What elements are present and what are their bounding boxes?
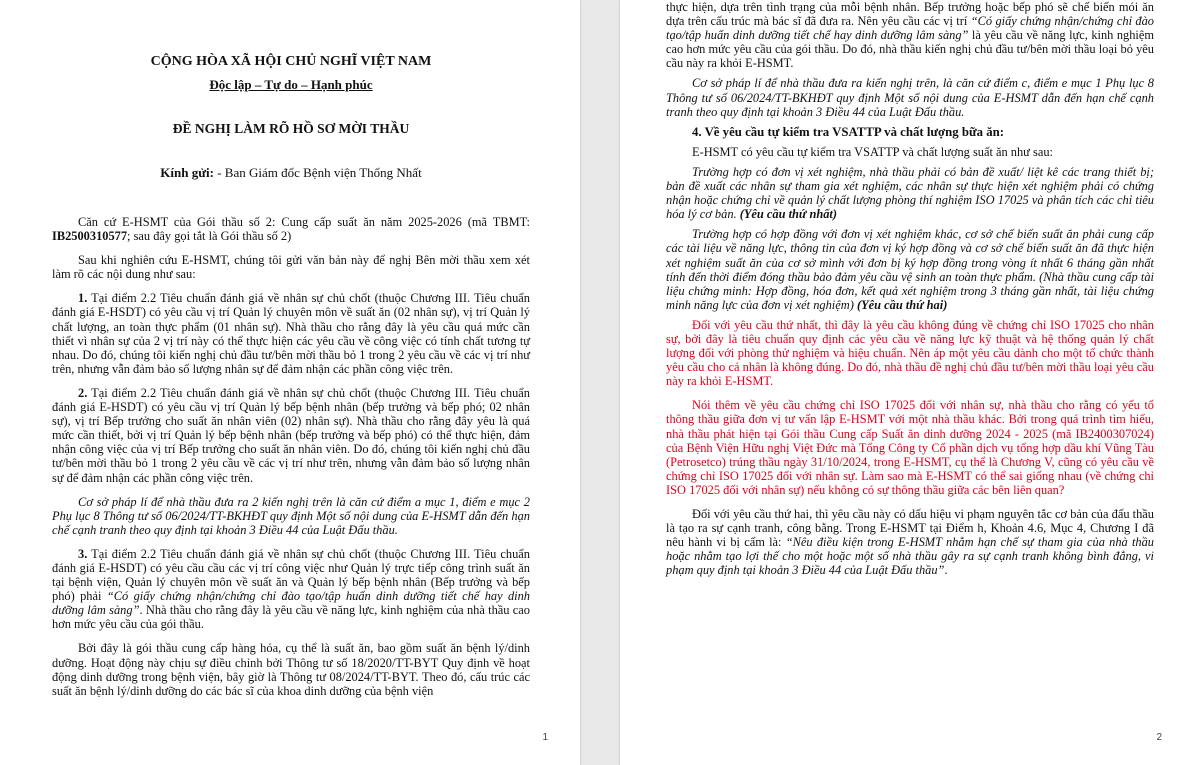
item-1-text: Tại điểm 2.2 Tiêu chuẩn đánh giá về nhân sự chủ chốt (thuộc Chương III. Tiêu chuẩn đánh giá E-HSDT) có yêu cầu vị trí Quản lý chuyên môn về suất ăn (02 nhân sự), vị trí Quản lý chất lượng, an toàn thực phẩm (01 nhân sự). Nhà thầu cho rằng đây là yêu cầu quá mức cần thiết vì nhân sự của 2 vị trí này có thể thực hiện các yêu cầu về công việc có tính chất tương tự nhau. Do đó, chúng tôi kiến nghị chủ đầu tư/bên mời thầu bỏ 1 trong 2 yêu cầu về các vị trí như trên, nhưng vẫn đảm bảo số lượng nhân sự để đảm nhận các phần công việc trên. bbox=[52, 291, 530, 376]
document-page-2 bbox=[620, 0, 1200, 765]
requirement-2-tag: (Yêu cầu thứ hai) bbox=[856, 297, 948, 312]
item-2-number: 2. bbox=[78, 385, 88, 400]
item-3-number: 3. bbox=[78, 546, 88, 561]
objection-3 bbox=[666, 507, 1154, 577]
item-1-number: 1. bbox=[78, 291, 88, 306]
requirement-2 bbox=[666, 227, 1154, 312]
item-3 bbox=[52, 547, 530, 632]
item-4-intro: E-HSMT có yêu cầu tự kiểm tra VSATTP và chất lượng suất ăn như sau: bbox=[692, 144, 1053, 159]
legal-basis-2: Cơ sở pháp lí để nhà thầu đưa ra kiến nghị trên, là căn cứ điểm c, điểm e mục 1 Phụ lục 8 Thông tư số 06/2024/TT-BKHĐT quy định Một số nội dung của E-HSMT dẫn đến hạn chế cạnh tranh theo quy định tại khoản 3 Điều 44 của Luật Đấu thầu. bbox=[666, 76, 1154, 119]
intro-paragraph-2: Sau khi nghiên cứu E-HSMT, chúng tôi gửi văn bản này để nghị Bên mời thầu xem xét làm rõ các nội dung như sau: bbox=[52, 253, 530, 282]
requirement-2-text: Trường hợp có hợp đồng với đơn vị xét nghiệm khác, cơ sở chế biến suất ăn phải cung cấp các tài liệu về năng lực, thông tin của đơn vị ký hợp đồng và cơ sở chế biến suất ăn đã thực hiện xét nghiệm suất ăn của cơ sở mình với đơn bị ký hợp đồng trong vòng ít nhất 6 tháng gần nhất tính đến thời điểm đóng thầu bảo đảm yêu cầu vệ sinh an toàn thực phẩm. (Nhà thầu cung cấp tài liệu chứng minh: Hợp đồng, hóa đơn, kết quả xét nghiệm trong 3 tháng gần nhất, tài liệu chứng minh năng lực của đơn vị xét nghiệm) bbox=[666, 227, 1154, 312]
objection-1: Đối với yêu cầu thứ nhất, thì đây là yêu cầu không đúng về chứng chỉ ISO 17025 cho nhân sự, bởi đây là tiêu chuẩn quy định các yêu cầu về năng lực kỹ thuật và hệ thống quản lý chất lượng đối với phòng thử nghiệm và hiệu chuẩn. Nên áp một yêu cầu dành cho một tổ chức thành yêu cầu cho cá nhân là không đúng. Do đó, nhà thầu đề nghị chủ đầu tư/bên mời thầu loại yêu cầu này ra khỏi E-HSMT. bbox=[666, 317, 1154, 389]
tbmt-code: IB2500310577 bbox=[52, 229, 128, 244]
objection-3-tail: . bbox=[944, 563, 948, 578]
objection-2: Nói thêm về yêu cầu chứng chỉ ISO 17025 đối với nhân sự, nhà thầu cho rằng có yếu tố thông thầu giữa đơn vị tư vấn lập E-HSMT với một nhà thầu khác. Bởi trong quá trình tìm hiểu, nhà thầu phát hiện tại Gói thầu Cung cấp Suất ăn dinh dưỡng 2024 - 2025 (mã IB2400307024) của Bệnh Viện Hữu nghị Việt Đức mà Tổng Công ty Cổ phần dịch vụ tổng hợp dầu khí Vũng Tàu (Petrosetco) trúng thầu ngày 31/10/2024, trong E-HSMT, cụ thể là Chương V, cũng có yêu cầu về chứng chỉ ISO 17025 đối với nhân sự. Làm sao mà E-HSMT có thể sai giống nhau (về chứng chỉ ISO 17025 đối với nhân sự) nếu không có sự thông thầu giữa các bên liên quan? bbox=[666, 398, 1154, 497]
item-1 bbox=[52, 291, 530, 376]
header-motto: Độc lập – Tự do – Hạnh phúc bbox=[209, 77, 373, 92]
requirement-1-tag: (Yêu cầu thứ nhất) bbox=[739, 207, 837, 222]
objection-3-quote: “Nêu điều kiện trong E-HSMT nhằm hạn chế sự tham gia của nhà thầu hoặc nhằm tạo lợi thế cho một hoặc một số nhà thầu gây ra sự cạnh tranh không bình đẳng, vi phạm quy định tại khoản 3 Điều 44 của Luật Đấu thầu” bbox=[666, 535, 1154, 578]
page-number: 2 bbox=[1156, 732, 1162, 743]
continuation-paragraph bbox=[666, 0, 1154, 70]
recipient-line bbox=[52, 165, 530, 181]
objection-3-text: Đối với yêu cầu thứ hai, thì yêu cầu này có dấu hiệu vi phạm nguyên tắc cơ bản của đấu thầu là tạo ra sự cạnh tranh, công bằng. Trong E-HSMT tại Điểm h, Khoản 4.6, Mục 4, Chương I đã nêu hành vi bị cấm là: bbox=[666, 507, 1154, 550]
intro1-tail: ; sau đây gọi tắt là Gói thầu số 2) bbox=[127, 229, 292, 244]
recipient-label: Kính gửi: bbox=[160, 165, 214, 180]
continuation-text: thực hiện, dựa trên tình trạng của mỗi bệnh nhân. Bếp trưởng hoặc bếp phó sẽ chế biến mói ăn dựa trên cấu trúc mà bác sĩ đã đưa ra. Nên yêu cầu các vị trí bbox=[666, 0, 1154, 29]
continuation-quote: “Có giấy chứng nhận/chứng chỉ đào tạo/tập huấn dinh dưỡng tiết chế hay dinh dưỡng lâm sàng” bbox=[666, 14, 1154, 43]
paragraph-last: Bởi đây là gói thầu cung cấp hàng hóa, cụ thể là suất ăn, bao gồm suất ăn bệnh lý/dinh dưỡng. Hoạt động này chịu sự điều chỉnh bởi Thông tư số 18/2020/TT-BYT Quy định về hoạt động dinh dưỡng trong bệnh viện, bây giờ là Thông tư 08/2024/TT-BYT. Theo đó, cấu trúc các suất ăn bệnh lý/dinh dưỡng do các bác sĩ của khoa dinh dưỡng của bệnh viện bbox=[52, 641, 530, 698]
document-title: ĐỀ NGHỊ LÀM RÕ HỒ SƠ MỜI THẦU bbox=[172, 121, 410, 136]
recipient-value: - Ban Giám đốc Bệnh viện Thống Nhất bbox=[213, 165, 422, 180]
page-number: 1 bbox=[542, 732, 548, 743]
item-3-tail: . Nhà thầu cho rằng đây là yêu cầu về năng lực, kinh nghiệm của nhà thầu cao hơn mức yêu cầu của gói thầu. bbox=[52, 603, 530, 632]
intro1-text: Căn cứ E-HSMT của Gói thầu số 2: Cung cấp suất ăn năm 2025-2026 (mã TBMT: bbox=[78, 215, 530, 229]
item-2-text: Tại điểm 2.2 Tiêu chuẩn đánh giá về nhân sự chủ chốt (thuộc Chương III. Tiêu chuẩn đánh giá E-HSDT) có yêu cầu vị trí Quản lý bếp bệnh nhân (bếp trưởng và bếp phó; 02 nhân sự), vị trí Bếp trưởng cho suất ăn nhân viên (02) nhân sự). Nhà thầu cho rằng đây yêu là quá mức cần thiết, bởi vị trí Quản lý bếp bệnh nhân (bếp trưởng và bếp phó) có thể thực hiện, đảm nhận công việc của vị trí Bếp trưởng cho suất ăn nhân viên. Do đó, chúng tôi kiến nghị chủ đầu tư/bên mời thầu bỏ 1 trong 2 yêu cầu về các vị trí như trên, nhưng vẫn đảm bảo số lượng nhân sự để đảm nhận các phần công việc trên. bbox=[52, 385, 530, 485]
item-3-quote: “Có giấy chứng nhận/chứng chỉ đào tạo/tập huấn dinh dưỡng tiết chế hay dinh dưỡng lâm sàng” bbox=[52, 589, 530, 618]
item-2 bbox=[52, 386, 530, 485]
document-page-1 bbox=[0, 0, 580, 765]
header-country: CỘNG HÒA XÃ HỘI CHỦ NGHĨ VIỆT NAM bbox=[150, 54, 432, 69]
requirement-1 bbox=[666, 165, 1154, 221]
continuation-tail: là yêu cầu về năng lực, kinh nghiệm cao hơn mức yêu cầu của gói thầu. Do đó, nhà thầu kiến nghị chủ đầu tư/bên mời thầu loại bỏ yêu cầu này ra khỏi E-HSMT. bbox=[666, 28, 1154, 71]
intro-paragraph-1 bbox=[52, 215, 530, 243]
item-4-heading: 4. Về yêu cầu tự kiểm tra VSATTP và chất lượng bữa ăn: bbox=[692, 124, 1005, 139]
item-3-text: Tại điểm 2.2 Tiêu chuẩn đánh giá về nhân sự chủ chốt (thuộc Chương III. Tiêu chuẩn đánh giá E-HSDT) có yêu cầu cầu các vị trí công việc như Quản lý trực tiếp công trình suất ăn tại bệnh viện, Quản lý chuyên môn về suất ăn và Quản lý bếp bệnh nhân (Bếp trưởng và bếp phó) phải bbox=[52, 546, 530, 604]
legal-basis-1: Cơ sở pháp lí để nhà thầu đưa ra 2 kiến nghị trên là căn cứ điểm a mục 1, điểm e mục 2 Phụ lục 8 Thông tư số 06/2024/TT-BKHĐT quy định Một số nội dung của E-HSMT dẫn đến hạn chế cạnh tranh theo quy định tại khoản 3 Điều 44 của Luật Đấu thầu. bbox=[52, 494, 530, 537]
requirement-1-text: Trường hợp có đơn vị xét nghiệm, nhà thầu phải có bản đề xuất/ liệt kê các trang thiết bị; bản đề xuất các nhân sự tham gia xét nghiệm, các nhân sự thực hiện xét nghiệm phải có chứng nhận hoặc chứng chỉ về quản lý chất lượng phòng thí nghiệm ISO 17025 và phân tích các chỉ tiêu hóa lý cơ bản. bbox=[666, 164, 1154, 222]
